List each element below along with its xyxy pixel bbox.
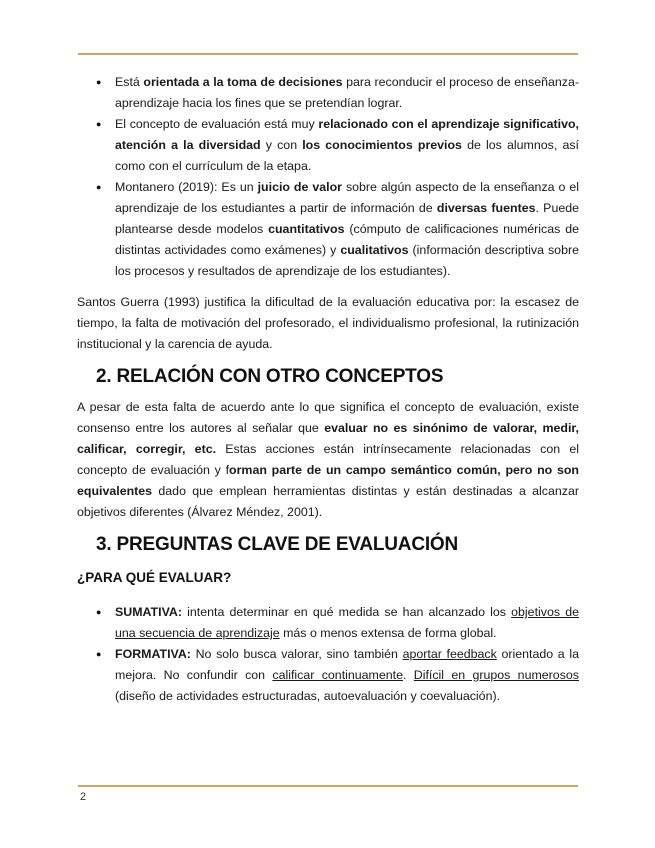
text-run: orientado a la mejora. No confundir con [115,647,579,682]
bold-run: diversas fuentes [436,201,536,215]
text-run: intenta determinar en qué medida se han alcanzado los [182,605,512,619]
list-item-sumativa [77,602,579,644]
text-run: El concepto de evaluación está muy [115,117,319,131]
section-2-heading: 2. RELACIÓN CON OTRO CONCEPTOS [96,366,444,387]
list-item [77,177,579,282]
text-run: para reconducir el proceso de enseñanza-aprendizaje hacia los fines que se pretendían lograr. [115,75,579,110]
text-run: No solo busca valorar, sino también [190,647,403,661]
bold-run: los conocimientos previos [302,138,462,152]
text-run: . Puede plantearse desde modelos [115,201,580,236]
section-3-heading: 3. PREGUNTAS CLAVE DE EVALUACIÓN [96,534,459,555]
text-run: A pesar de esta falta de acuerdo ante lo que significa el concepto de evaluación, existe consenso entre los autores al señalar que [77,400,579,435]
bold-run: juicio de valor [257,180,342,194]
bold-run: orman parte de un campo semántico común, pero no son equivalentes [77,463,579,498]
underlined-run: objetivos de una secuencia de aprendizaje [115,605,579,640]
header-rule [78,53,578,55]
underlined-run: aportar feedback [402,647,497,661]
text-run: (diseño de actividades estructuradas, autoevaluación y coevaluación). [115,689,501,703]
page-number: 2 [80,791,87,803]
page-content [77,72,579,707]
text-run: Está [115,75,144,89]
list-item [77,72,579,114]
footer-rule [78,785,578,787]
text-run: dado que emplean herramientas distintas y están destinadas a alcanzar objetivos diferentes (Álvarez Méndez, 2001). [77,484,579,519]
text-run: (cómputo de calificaciones numéricas de distintas actividades como exámenes) y [115,222,579,257]
bold-run: relacionado con el aprendizaje significativo, atención a la diversidad [115,117,579,152]
bold-run: SUMATIVA: [115,605,182,619]
text-run: . [403,668,414,682]
underlined-run: calificar continuamente [272,668,403,682]
evaluation-types-list [77,602,579,707]
paragraph-relacion [77,397,579,523]
text-run: más o menos extensa de forma global. [279,626,497,640]
text-run: sobre algún aspecto de la enseñanza o el aprendizaje de los estudiantes a partir de información de [115,180,580,215]
bold-run: cualitativos [340,243,409,257]
characteristics-list [77,72,579,282]
text-run: de los alumnos, así como con el currículum de la etapa. [115,138,579,173]
bold-run: cuantitativos [268,222,345,236]
bold-run: FORMATIVA: [115,647,191,661]
text-run: Estas acciones están intrínsecamente relacionadas con el concepto de evaluación y f [77,442,579,477]
bold-run: evaluar no es sinónimo de valorar, medir, calificar, corregir, etc. [77,421,579,456]
subheading-para-que-evaluar: ¿PARA QUÉ EVALUAR? [77,570,232,585]
text-run: Montanero (2019): Es un [115,180,258,194]
underlined-run: Difícil en grupos numerosos [413,668,579,682]
bold-run: orientada a la toma de decisiones [143,75,343,89]
paragraph-santos-guerra: Santos Guerra (1993) justifica la dificultad de la evaluación educativa por: la escasez de tiempo, la falta de motivación del profesorado, el individualismo profesional, la rutinización institucional y la carencia de ayuda. [77,295,579,351]
text-run: (información descriptiva sobre los procesos y resultados de aprendizaje de los estudiantes). [115,243,579,278]
text-run: y con [260,138,303,152]
list-item [77,114,579,177]
list-item-formativa [77,644,579,707]
